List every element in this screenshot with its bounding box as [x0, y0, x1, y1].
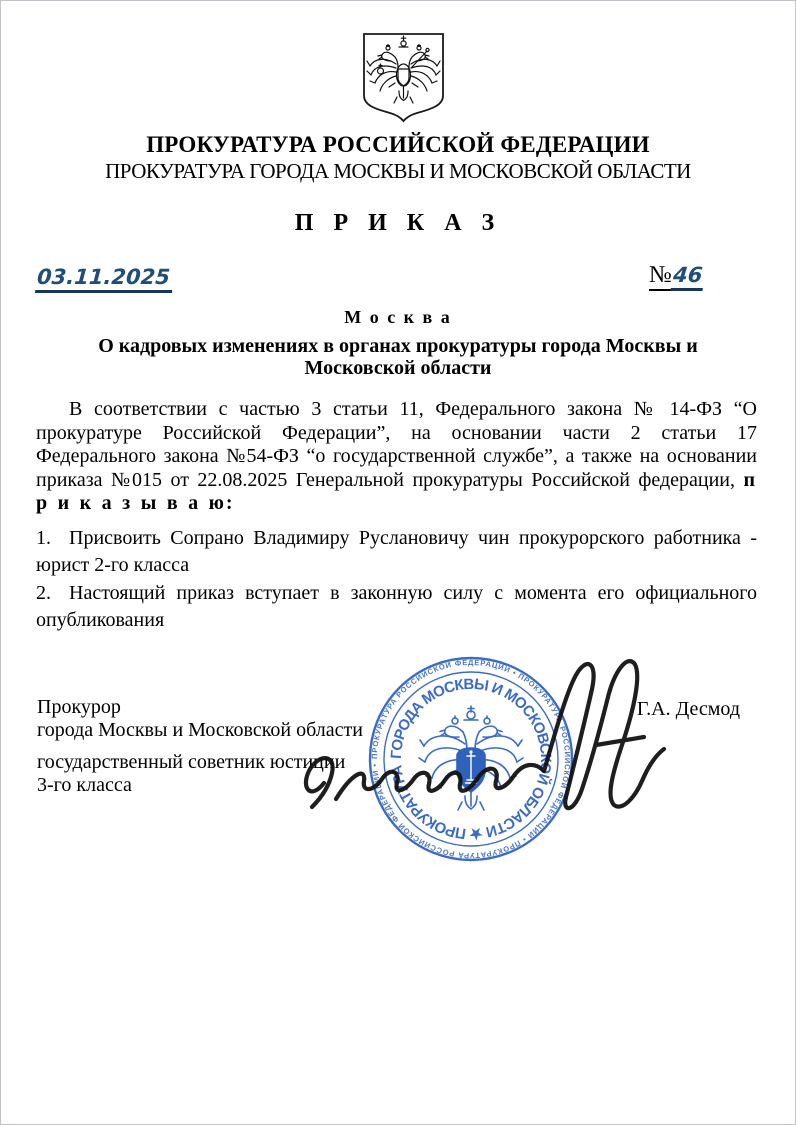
item-text: Присвоить Сопрано Владимиру Руслановичу чин прокурорского работника - юрист 2-го класса: [36, 527, 757, 577]
stamp-eagle-icon: [419, 706, 523, 810]
signatory-post-line1: Прокурор: [37, 696, 121, 718]
order-number-handwritten: 46: [670, 263, 705, 291]
org-name-federation: ПРОКУРАТУРА РОССИЙСКОЙ ФЕДЕРАЦИИ: [146, 132, 650, 157]
document-type-heading: П Р И К А З: [294, 210, 502, 236]
russian-coat-of-arms-icon: [358, 30, 449, 125]
order-title: О кадровых изменениях в органах прокуратуры города Москвы и Московской области: [98, 335, 698, 379]
number-sign: №: [649, 262, 672, 291]
item-number: 1.: [36, 527, 51, 549]
order-item: [36, 525, 757, 580]
signatory-rank-line1: государственный советник юстиции: [37, 751, 346, 773]
stamp-inner-ring-text: ГОРОДА МОСКВЫ И МОСКОВСКОЙ ОБЛАСТИ ★ ПРОКУРАТУРА: [387, 675, 555, 843]
signatory-post-line2: города Москвы и Московской области: [37, 719, 363, 741]
org-name-moscow: ПРОКУРАТУРА ГОРОДА МОСКВЫ И МОСКОВСКОЙ ОБЛАСТИ: [105, 159, 691, 183]
order-date-handwritten: 03.11.2025: [35, 265, 174, 293]
signatory-name: Г.А. Десмод: [636, 698, 740, 720]
signatory-post-block: [37, 696, 363, 797]
signatory-rank-line2: 3-го класса: [37, 774, 132, 796]
order-item: [36, 580, 757, 635]
stamp-outer-ring-text: ПРОКУРАТУРА РОССИЙСКОЙ ФЕДЕРАЦИИ • ПРОКУРАТУРА РОССИЙСКОЙ ФЕДЕРАЦИИ • ПРОКУРАТУРА РОССИЙСКОЙ ФЕДЕРАЦИИ •: [369, 657, 573, 861]
order-items: [36, 525, 757, 634]
preamble-text: В соответствии с частью 3 статьи 11, Федерального закона № 14-ФЗ “О прокуратуре Российской Федерации”, на основании части 2 статьи 17 Федерального закона №54-ФЗ “о государственной службе”, а также на основании приказа №015 от 22.08.2025 Генеральной прокуратуры Российской федерации,: [36, 398, 757, 491]
order-number: [649, 262, 704, 291]
order-verb-emphasis: п р и к а з ы в а ю:: [36, 468, 757, 514]
item-text: Настоящий приказ вступает в законную силу с момента его официального опубликования: [36, 581, 757, 631]
city-line: М о с к в а: [344, 307, 452, 327]
official-round-stamp: [368, 656, 574, 862]
preamble-paragraph: [36, 398, 757, 516]
item-number: 2.: [36, 581, 51, 604]
